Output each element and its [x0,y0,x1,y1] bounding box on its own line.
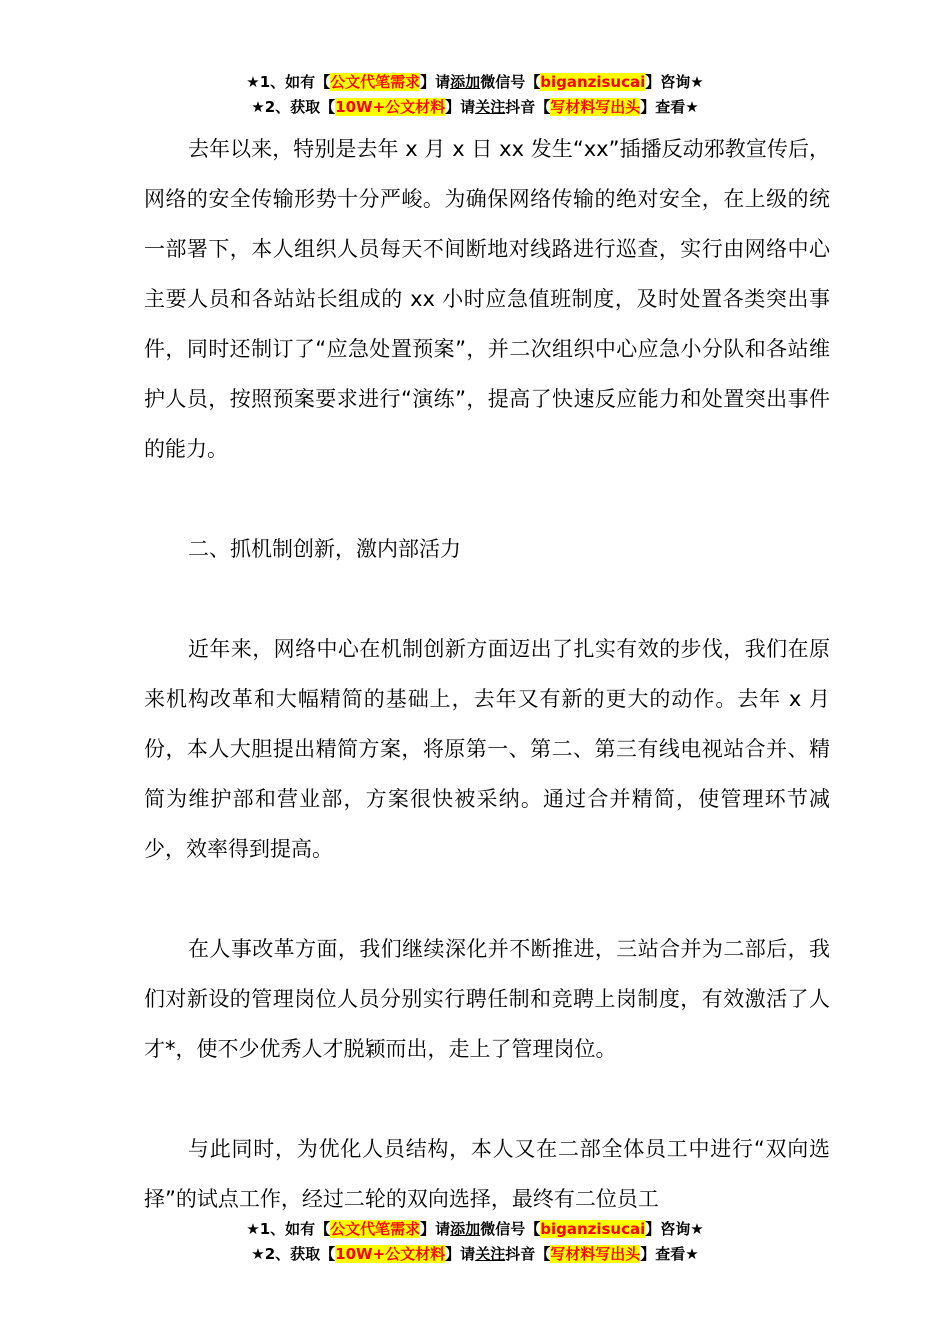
banner-text: 】请 [420,73,451,91]
header-banner [0,70,950,120]
star-icon: ★ [690,1220,704,1238]
banner-text: 1、如有【 [259,73,331,91]
star-icon: ★ [251,1245,265,1263]
banner-highlight-materials: 10W+公文材料 [335,1245,446,1263]
banner-text: 】咨询 [645,73,691,91]
star-icon: ★ [685,98,699,116]
banner-highlight-douyin-account: 写材料写出头 [550,1245,641,1263]
banner-highlight-service: 公文代笔需求 [330,73,421,91]
paragraph: 去年以来，特别是去年 x 月 x 日 xx 发生“xx”插播反动邪教宣传后，网络的安全传输形势十分严峻。为确保网络传输的绝对安全，在上级的统一部署下，本人组织人员每天不间断地对线路进行巡查，实行由网络中心主要人员和各站站长组成的 xx 小时应急值班制度，及时处置各类突出事件，同时还制订了“应急处置预案”，并二次组织中心应急小分队和各站维护人员，按照预案要求进行“演练”，提高了快速反应能力和处置突出事件的能力。 [144,137,830,461]
paragraph-spacer [144,474,830,524]
banner-underlined-text: 关注 [475,1245,506,1263]
banner-text: 微信号【 [480,1220,541,1238]
banner-highlight-douyin-account: 写材料写出头 [550,98,641,116]
banner-underlined-text: 添加 [450,73,481,91]
banner-text: 】请 [445,1245,476,1263]
banner-highlight-service: 公文代笔需求 [330,1220,421,1238]
banner-highlight-wechat-id: biganzisucai [540,73,646,91]
banner-text: 】咨询 [645,1220,691,1238]
banner-line-2 [0,95,950,120]
paragraph-spacer [144,874,830,924]
star-icon: ★ [251,98,265,116]
banner-text: 抖音【 [505,98,551,116]
banner-text: 】查看 [640,98,686,116]
star-icon: ★ [246,73,260,91]
banner-line-1 [0,1217,950,1242]
document-body [144,124,830,1224]
banner-text: 2、获取【 [264,1245,336,1263]
banner-text: 微信号【 [480,73,541,91]
banner-line-2 [0,1242,950,1267]
star-icon: ★ [690,73,704,91]
banner-text: 1、如有【 [259,1220,331,1238]
banner-text: 】请 [445,98,476,116]
banner-underlined-text: 关注 [475,98,506,116]
banner-line-1 [0,70,950,95]
paragraph: 与此同时，为优化人员结构，本人又在二部全体员工中进行“双向选择”的试点工作，经过二轮的双向选择，最终有二位员工 [144,1137,830,1211]
paragraph-spacer [144,1074,830,1124]
paragraph-spacer [144,574,830,624]
banner-text: 】请 [420,1220,451,1238]
banner-underlined-text: 添加 [450,1220,481,1238]
banner-highlight-materials: 10W+公文材料 [335,98,446,116]
banner-highlight-wechat-id: biganzisucai [540,1220,646,1238]
star-icon: ★ [685,1245,699,1263]
star-icon: ★ [246,1220,260,1238]
paragraph: 在人事改革方面，我们继续深化并不断推进，三站合并为二部后，我们对新设的管理岗位人员分别实行聘任制和竞聘上岗制度，有效激活了人才*，使不少优秀人才脱颖而出，走上了管理岗位。 [144,937,830,1061]
paragraph: 近年来，网络中心在机制创新方面迈出了扎实有效的步伐，我们在原来机构改革和大幅精简的基础上，去年又有新的更大的动作。去年 x 月份，本人大胆提出精简方案，将原第一、第二、第三有线电视站合并、精简为维护部和营业部，方案很快被采纳。通过合并精简，使管理环节减少，效率得到提高。 [144,637,830,861]
section-heading: 二、抓机制创新，激内部活力 [188,537,461,561]
banner-text: 2、获取【 [264,98,336,116]
banner-text: 】查看 [640,1245,686,1263]
banner-text: 抖音【 [505,1245,551,1263]
footer-banner [0,1217,950,1267]
